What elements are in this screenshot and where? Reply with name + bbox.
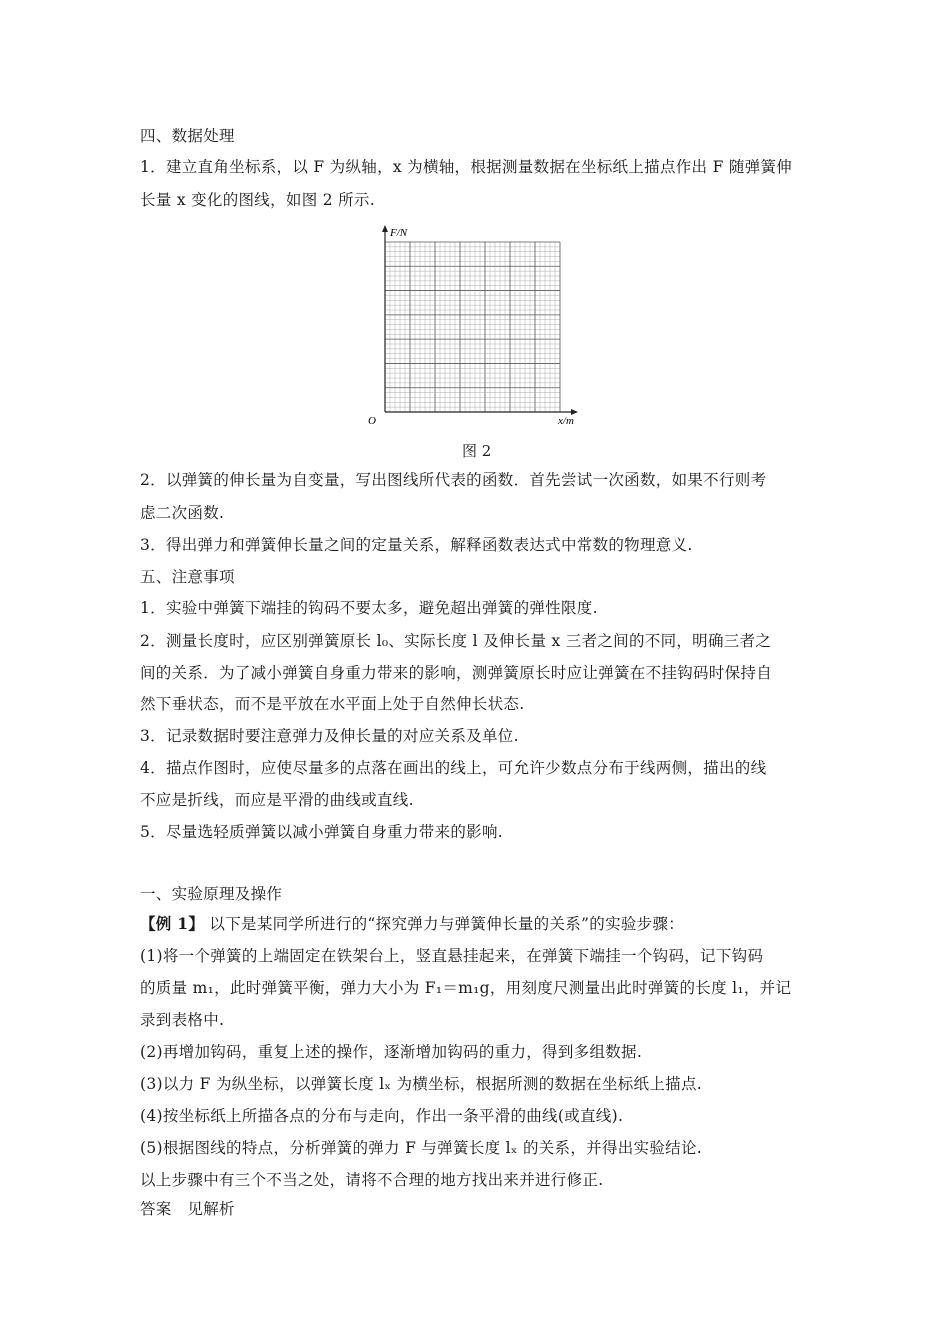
- graph-paper-grid: [385, 242, 560, 412]
- paragraph-line: 2．以弹簧的伸长量为自变量，写出图线所代表的函数．首先尝试一次函数，如果不行则考: [140, 471, 767, 489]
- paragraph-line: 间的关系．为了减小弹簧自身重力带来的影响，测弹簧原长时应让弹簧在不挂钩码时保持自: [140, 664, 773, 682]
- paragraph-line: 然下垂状态，而不是平放在水平面上处于自然伸长状态.: [140, 695, 525, 713]
- paragraph-line: 3．得出弹力和弹簧伸长量之间的定量关系，解释函数表达式中常数的物理意义.: [140, 536, 693, 554]
- paragraph-line: 3．记录数据时要注意弹力及伸长量的对应关系及单位.: [140, 727, 519, 745]
- y-axis-label: F/N: [390, 227, 408, 239]
- grid-figure: [360, 222, 590, 437]
- y-axis-arrow: [382, 225, 388, 232]
- paragraph-line: 的质量 m₁，此时弹簧平衡，弹力大小为 F₁＝m₁g，用刻度尺测量出此时弹簧的长度 l₁，并记: [140, 979, 792, 997]
- paragraph-line: (1)将一个弹簧的上端固定在铁架台上，竖直悬挂起来，在弹簧下端挂一个钩码，记下钩码: [140, 947, 764, 965]
- paragraph-line: 虑二次函数.: [140, 504, 225, 522]
- x-axis-label: x/m: [558, 415, 574, 427]
- example-line: [140, 914, 684, 934]
- example-text: 以下是某同学所进行的“探究弹力与弹簧伸长量的关系”的实验步骤：: [204, 915, 685, 933]
- section-heading: 一、实验原理及操作: [140, 885, 283, 903]
- paragraph-line: (5)根据图线的特点，分析弹簧的弹力 F 与弹簧长度 lₓ 的关系，并得出实验结论.: [140, 1139, 702, 1157]
- paragraph-line: 4．描点作图时，应使尽量多的点落在画出的线上，可允许少数点分布于线两侧，描出的线: [140, 759, 767, 777]
- answer-line: 答案 见解析: [140, 1200, 235, 1218]
- paragraph-line: 1．建立直角坐标系，以 F 为纵轴，x 为横轴，根据测量数据在坐标纸上描点作出 F 随弹簧伸: [140, 158, 793, 176]
- paragraph-line: 1．实验中弹簧下端挂的钩码不要太多，避免超出弹簧的弹性限度.: [140, 599, 598, 617]
- paragraph-line: 不应是折线，而应是平滑的曲线或直线.: [140, 791, 414, 809]
- origin-label: O: [368, 415, 376, 427]
- paragraph-line: (3)以力 F 为纵坐标，以弹簧长度 lₓ 为横坐标，根据所测的数据在坐标纸上描点.: [140, 1075, 702, 1093]
- paragraph-line: 长量 x 变化的图线，如图 2 所示.: [140, 191, 375, 209]
- paragraph-line: 5．尽量选轻质弹簧以减小弹簧自身重力带来的影响.: [140, 823, 503, 841]
- paragraph-line: 2．测量长度时，应区别弹簧原长 l₀、实际长度 l 及伸长量 x 三者之间的不同，明确三者之: [140, 632, 772, 650]
- example-tag: 【例 1】: [140, 914, 205, 933]
- section-heading: 四、数据处理: [140, 127, 235, 145]
- section-heading: 五、注意事项: [140, 568, 235, 586]
- paragraph-line: (2)再增加钩码，重复上述的操作，逐渐增加钩码的重力，得到多组数据.: [140, 1043, 643, 1061]
- paragraph-line: (4)按坐标纸上所描各点的分布与走向，作出一条平滑的曲线(或直线).: [140, 1107, 624, 1125]
- paragraph-line: 录到表格中.: [140, 1011, 225, 1029]
- figure-caption: 图 2: [462, 442, 492, 460]
- paragraph-line: 以上步骤中有三个不当之处，请将不合理的地方找出来并进行修正.: [140, 1171, 604, 1189]
